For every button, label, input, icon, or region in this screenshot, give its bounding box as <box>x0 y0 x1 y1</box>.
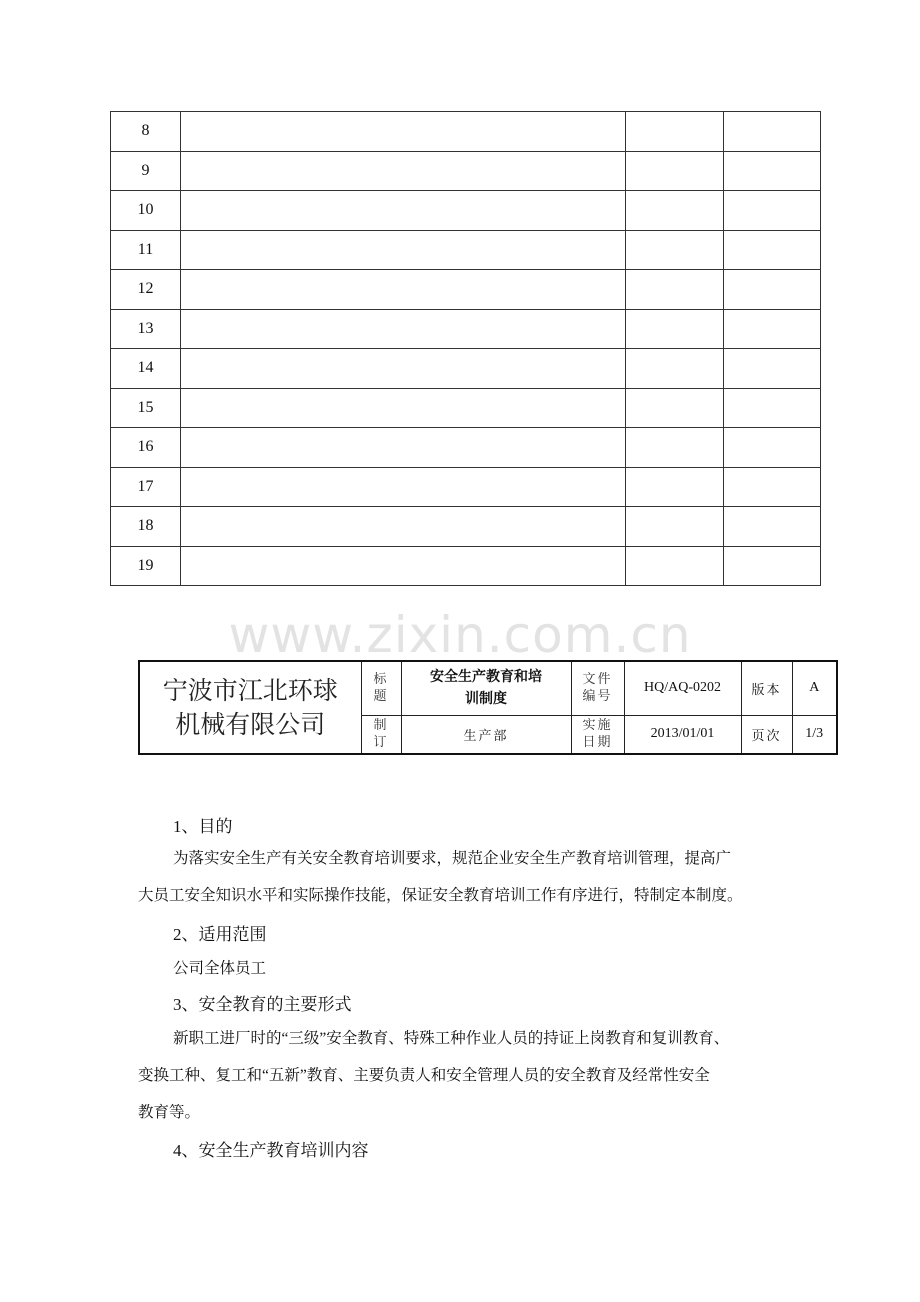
empty-cell <box>626 151 724 191</box>
table-row <box>111 507 821 547</box>
table-row <box>111 309 821 349</box>
company-name-line1: 宁波市江北环球 <box>162 675 338 705</box>
row-number: 15 <box>111 388 181 428</box>
table-row <box>111 546 821 586</box>
doc-title-line1: 安全生产教育和培 <box>430 669 542 686</box>
file-no-label-cell <box>571 661 624 715</box>
empty-cell <box>181 270 626 310</box>
department-value: 生产部 <box>401 715 571 754</box>
empty-cell <box>181 467 626 507</box>
empty-cell <box>626 546 724 586</box>
empty-cell <box>724 467 821 507</box>
empty-cell <box>181 309 626 349</box>
empty-cell <box>724 270 821 310</box>
empty-cell <box>626 428 724 468</box>
section-4-title: 4、安全生产教育培训内容 <box>173 1141 369 1160</box>
section-3-line3: 教育等。 <box>138 1104 201 1121</box>
section-2-title: 2、适用范围 <box>173 925 267 944</box>
date-label-1: 实施 <box>582 718 613 734</box>
row-number: 14 <box>111 349 181 389</box>
version-value: A <box>792 661 837 715</box>
empty-cell <box>181 507 626 547</box>
company-name-line2: 机械有限公司 <box>175 709 326 739</box>
empty-cell <box>724 507 821 547</box>
empty-cell <box>724 309 821 349</box>
watermark-text: www.zixin.com.cn <box>228 606 692 664</box>
empty-cell <box>626 507 724 547</box>
section-1-paragraph <box>138 840 798 914</box>
section-2-line1: 公司全体员工 <box>173 960 267 977</box>
empty-cell <box>724 388 821 428</box>
empty-cell <box>181 112 626 152</box>
empty-cell <box>724 112 821 152</box>
empty-cell <box>626 388 724 428</box>
numbered-table-body <box>111 112 821 586</box>
empty-cell <box>181 428 626 468</box>
table-row <box>111 349 821 389</box>
date-value: 2013/01/01 <box>624 715 741 754</box>
date-label-2: 日期 <box>582 735 613 751</box>
row-number: 9 <box>111 151 181 191</box>
table-row <box>111 270 821 310</box>
empty-cell <box>181 191 626 231</box>
row-number: 11 <box>111 230 181 270</box>
empty-cell <box>181 388 626 428</box>
row-number: 10 <box>111 191 181 231</box>
empty-cell <box>724 428 821 468</box>
empty-cell <box>626 309 724 349</box>
empty-cell <box>724 151 821 191</box>
made-label-1: 制 <box>373 718 389 734</box>
file-no-value: HQ/AQ-0202 <box>624 661 741 715</box>
made-label-2: 订 <box>373 735 389 751</box>
made-label-cell <box>361 715 401 754</box>
section-3-line2: 变换工种、复工和“五新”教育、主要负责人和安全管理人员的安全教育及经常性安全 <box>138 1067 710 1084</box>
empty-cell <box>181 349 626 389</box>
empty-cell <box>724 546 821 586</box>
section-1-line2: 大员工安全知识水平和实际操作技能，保证安全教育培训工作有序进行，特制定本制度。 <box>138 887 743 904</box>
row-number: 16 <box>111 428 181 468</box>
empty-cell <box>626 230 724 270</box>
empty-cell <box>626 191 724 231</box>
empty-cell <box>724 349 821 389</box>
empty-cell <box>626 112 724 152</box>
table-row <box>111 467 821 507</box>
file-no-label-1: 文件 <box>582 672 613 688</box>
title-label-cell <box>361 661 401 715</box>
table-row <box>111 151 821 191</box>
page-value: 1/3 <box>792 715 837 754</box>
empty-cell <box>724 230 821 270</box>
table-row <box>111 388 821 428</box>
empty-cell <box>181 546 626 586</box>
table-row <box>111 191 821 231</box>
document-header-table <box>138 660 838 755</box>
empty-cell <box>181 230 626 270</box>
title-label-2: 题 <box>373 689 389 705</box>
empty-cell <box>626 349 724 389</box>
file-no-label-2: 编号 <box>582 689 613 705</box>
row-number: 18 <box>111 507 181 547</box>
page-label: 页次 <box>741 715 792 754</box>
section-1-line1: 为落实安全生产有关安全教育培训要求，规范企业安全生产教育培训管理，提高广 <box>173 850 732 867</box>
numbered-table <box>110 111 821 586</box>
company-name-cell <box>139 661 361 754</box>
table-row <box>111 428 821 468</box>
row-number: 19 <box>111 546 181 586</box>
title-label-1: 标 <box>373 672 389 688</box>
empty-cell <box>181 151 626 191</box>
table-row <box>111 112 821 152</box>
version-label: 版本 <box>741 661 792 715</box>
empty-cell <box>724 191 821 231</box>
table-row <box>111 230 821 270</box>
doc-title-line2: 训制度 <box>465 691 507 708</box>
section-3-paragraph <box>138 1020 798 1131</box>
date-label-cell <box>571 715 624 754</box>
section-3-title: 3、安全教育的主要形式 <box>173 995 352 1014</box>
section-2-paragraph <box>138 950 798 987</box>
row-number: 8 <box>111 112 181 152</box>
row-number: 12 <box>111 270 181 310</box>
section-3-line1: 新职工进厂时的“三级”安全教育、特殊工种作业人员的持证上岗教育和复训教育、 <box>173 1030 730 1047</box>
section-1-title: 1、目的 <box>173 817 233 836</box>
empty-cell <box>626 270 724 310</box>
empty-cell <box>626 467 724 507</box>
row-number: 13 <box>111 309 181 349</box>
row-number: 17 <box>111 467 181 507</box>
doc-title-cell <box>401 661 571 715</box>
